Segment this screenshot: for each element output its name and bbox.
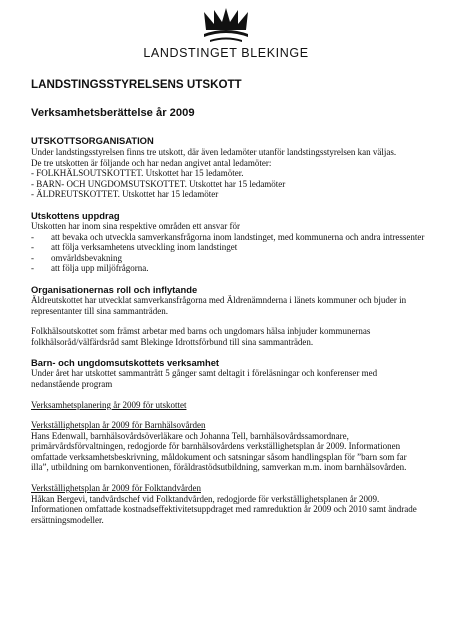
section-heading-tasks: Utskottens uppdrag bbox=[31, 209, 120, 221]
youth-paragraph: Under året har utskottet sammanträtt 5 gånger samt deltagit i föreläsningar och konferenser med nedanstående program bbox=[31, 368, 378, 389]
organisation-paragraph: Under landstingsstyrelsen finns tre utskott, där även ledamöter utanför landstingsstyrelsen kan väljas. bbox=[31, 147, 397, 157]
list-item: - att följa verksamhetens utveckling inom landstinget bbox=[31, 242, 426, 253]
subsection-title: Verkställighetsplan år 2009 för Barnhälsovården bbox=[31, 420, 206, 431]
document-body bbox=[31, 78, 426, 525]
list-item: - omvärldsbevakning bbox=[31, 253, 426, 264]
committee-list-line: - FOLKHÄLSOUTSKOTTET. Utskottet har 15 ledamöter. bbox=[31, 168, 244, 179]
crown-emblem-icon bbox=[202, 6, 250, 44]
subsection-body: Håkan Bergevi, tandvårdschef vid Folktandvården, redogjorde för verkställighetsplanen år 2009. Informationen omfattade kostnadseffektivitetsuppdraget med ramreduktion år 2009 och 2010 samt ändrade ersättningsmodeller. bbox=[31, 493, 417, 525]
organisations-paragraph: Folkhälsoutskottet som främst arbetar med barns och ungdomars hälsa inbjuder kommunernas folkhälsoråd/välfärdsråd samt Blekinge Idrottsförbund till sina sammanträden. bbox=[31, 326, 371, 347]
committee-list-line: - ÄLDREUTSKOTTET. Utskottet har 15 ledamöter bbox=[31, 189, 219, 200]
subsection-body: Hans Edenwall, barnhälsovårdsöverläkare och Johanna Tell, barnhälsovårdssamordnare, primärvårdsförvaltningen, redogjorde för barnhälsovårdens verkställighetsplan år 2009. Informationen omfattade verksamhetsbeskrivning, måldokument och satsningar såsom handlingsplan för ”barn som far illa”, utbildning om barnkonventionen, föräldrastödsutbildning, samverkan m.m. inom barnhälsovården. bbox=[31, 430, 407, 473]
section-heading-organisations: Organisationernas roll och inflytande bbox=[31, 283, 198, 295]
tasks-bullet-list bbox=[31, 232, 426, 274]
list-item: - att bevaka och utveckla samverkansfrågorna inom landstinget, med kommunerna och andra intressenter bbox=[31, 232, 426, 243]
section-heading-youth: Barn- och ungdomsutskottets verksamhet bbox=[31, 357, 220, 369]
organisations-paragraph: Äldreutskottet har utvecklat samverkansfrågorna med Äldrenämnderna i länets kommuner och bjuder in representanter till sina sammanträden. bbox=[31, 294, 407, 316]
document-subtitle: Verksamhetsberättelse år 2009 bbox=[31, 107, 195, 119]
header-logo bbox=[0, 0, 452, 70]
committee-list-line: De tre utskotten är följande och har nedan angivet antal ledamöter: bbox=[31, 157, 272, 168]
planning-title: Verksamhetsplanering år 2009 för utskottet bbox=[31, 399, 187, 410]
section-heading-organisation: UTSKOTTSORGANISATION bbox=[31, 135, 154, 146]
tasks-intro: Utskotten har inom sina respektive områden ett ansvar för bbox=[31, 220, 240, 231]
list-item: - att följa upp miljöfrågorna. bbox=[31, 263, 426, 274]
committee-list-line: - BARN- OCH UNGDOMSUTSKOTTET. Utskottet har 15 ledamöter bbox=[31, 178, 286, 189]
document-title: LANDSTINGSSTYRELSENS UTSKOTT bbox=[31, 78, 242, 91]
logo-text: LANDSTINGET BLEKINGE bbox=[143, 46, 309, 60]
subsection-title: Verkställighetsplan år 2009 för Folktandvården bbox=[31, 483, 201, 494]
